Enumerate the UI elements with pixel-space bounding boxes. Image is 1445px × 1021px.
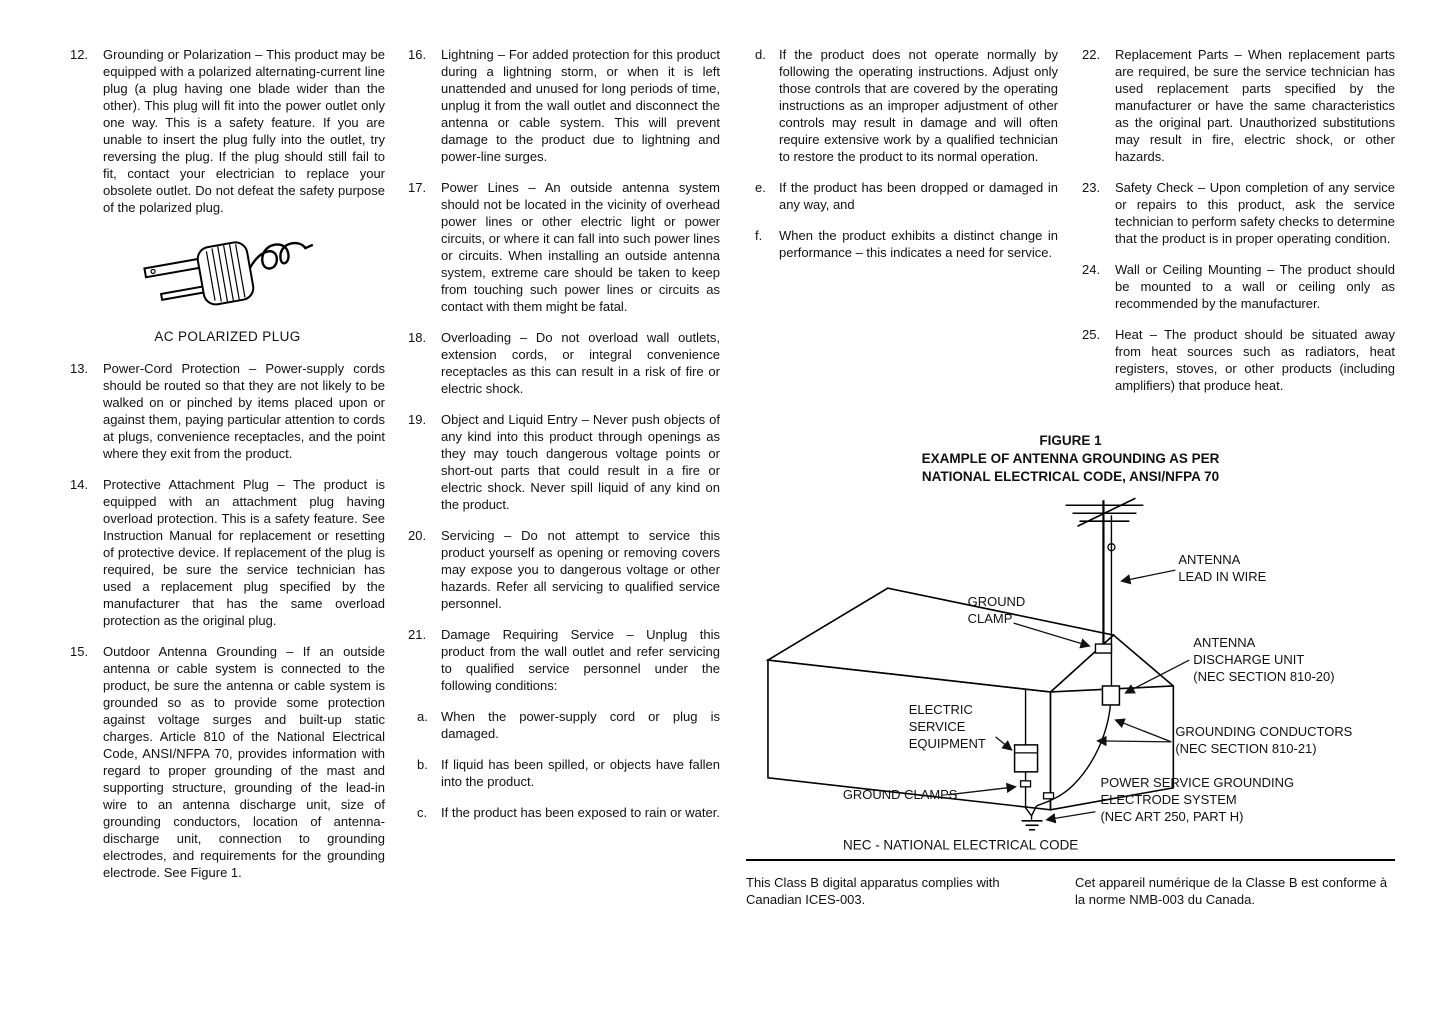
item-number: 23.: [1082, 180, 1101, 195]
safety-item-16: [408, 46, 720, 165]
item-number: 14.: [70, 477, 89, 492]
item-text: Replacement Parts – When replacement parts are required, be sure the service technician has used replacement parts specified by the manufacturer or have the same characteristics as the original part. Unauthorized substitutions may result in fire, electric shock, or other hazards.: [1115, 47, 1395, 164]
item-text: Damage Requiring Service – Unplug this product from the wall outlet and refer servicing to qualified service personnel under the following conditions:: [441, 627, 720, 693]
item-letter: e.: [755, 180, 766, 195]
item-letter: b.: [417, 757, 428, 772]
plug-body: [195, 240, 254, 306]
item-number: 22.: [1082, 47, 1101, 62]
item-number: 21.: [408, 627, 427, 642]
column-1: [70, 46, 385, 1021]
column-2: [408, 46, 720, 1021]
label-conductors-line2: (NEC SECTION 810-21): [1175, 740, 1317, 756]
column-3: [746, 46, 1058, 408]
label-ground-clamp-line1: GROUND: [967, 594, 1026, 610]
ground-clamp-lower-2: [1044, 793, 1054, 799]
item-text: If the product has been exposed to rain or water.: [441, 805, 720, 820]
item-number: 18.: [408, 330, 427, 345]
safety-item-15: [70, 643, 385, 881]
compliance-statements: [746, 874, 1395, 908]
label-discharge-line3: (NEC SECTION 810-20): [1193, 668, 1335, 684]
safety-item-23: [1082, 179, 1395, 247]
safety-item-18: [408, 329, 720, 397]
label-electric-line3: EQUIPMENT: [908, 735, 986, 751]
safety-item-21: [408, 626, 720, 694]
figure1-title-line1: FIGURE 1: [1039, 433, 1102, 448]
label-antenna-lead-line2: LEAD IN WIRE: [1178, 569, 1267, 585]
arrow-lead-in-wire: [1121, 570, 1175, 581]
item-text: Overloading – Do not overload wall outlets, extension cords, or integral convenience receptacles as this can result in a risk of fire or electric shock.: [441, 330, 720, 396]
right-half: [746, 46, 1395, 1021]
item-number: 20.: [408, 528, 427, 543]
divider-rule: [746, 859, 1395, 861]
item-text: If liquid has been spilled, or objects have fallen into the product.: [441, 757, 720, 789]
label-power-service-line2: ELECTRODE SYSTEM: [1100, 791, 1237, 807]
label-discharge-line2: DISCHARGE UNIT: [1193, 652, 1305, 668]
item-text: Wall or Ceiling Mounting – The product should be mounted to a wall or ceiling only as recommended by the manufacturer.: [1115, 262, 1395, 311]
label-ground-clamps: GROUND CLAMPS: [842, 786, 958, 802]
item-text: Servicing – Do not attempt to service this product yourself as opening or removing covers may expose you to dangerous voltage or other hazards. Refer all servicing to qualified service personnel.: [441, 528, 720, 611]
item-number: 13.: [70, 361, 89, 376]
item-number: 24.: [1082, 262, 1101, 277]
item-number: 19.: [408, 412, 427, 427]
item-number: 12.: [70, 47, 89, 62]
ac-plug-figure: [70, 230, 385, 344]
item-letter: c.: [417, 805, 428, 820]
figure-nec-caption: NEC - NATIONAL ELECTRICAL CODE: [843, 837, 1079, 853]
figure1-title: [746, 432, 1395, 486]
plug-narrow-blade: [161, 286, 205, 300]
item-text: Protective Attachment Plug – The product is equipped with an attachment plug having overload protection. This is a safety feature. See Instruction Manual for replacement or resetting of protective device. If replacement of the plug is required, be sure the service technician has used a replacement plug specified by the manufacturer that has the same overload protection as the original plug.: [103, 477, 385, 628]
safety-subitem-c: [408, 804, 720, 821]
label-conductors-line1: GROUNDING CONDUCTORS: [1175, 723, 1353, 739]
safety-item-17: [408, 179, 720, 315]
electric-service-equipment-box: [1015, 745, 1038, 772]
plug-wide-blade: [144, 259, 201, 278]
item-text: Object and Liquid Entry – Never push objects of any kind into this product through openings as they may touch dangerous voltage points or short-out parts that could result in a fire or electric shock. Never spill liquid of any kind on the product.: [441, 412, 720, 512]
safety-item-12: [70, 46, 385, 216]
figure1-title-line3: NATIONAL ELECTRICAL CODE, ANSI/NFPA 70: [921, 469, 1220, 484]
plug-cord: [246, 238, 315, 272]
item-number: 16.: [408, 47, 427, 62]
ground-electrode-symbol: [1022, 821, 1043, 830]
ground-clamp-upper: [1095, 644, 1111, 653]
safety-item-13: [70, 360, 385, 462]
ac-plug-caption: AC POLARIZED PLUG: [154, 329, 301, 344]
label-power-service-line3: (NEC ART 250, PART H): [1100, 808, 1244, 824]
item-text: Outdoor Antenna Grounding – If an outside antenna or cable system is connected to the product, be sure the antenna or cable system is grounded so as to provide some protection against voltage surges and built-up static charges. Article 810 of the National Electrical Code, ANSI/NFPA 70, provides information with regard to proper grounding of the mast and supporting structure, grounding of the lead-in wire to an antenna discharge unit, size of grounding conductors, location of antenna-discharge unit, connection to grounding electrodes, and requirements for the grounding electrode. See Figure 1.: [103, 644, 385, 880]
safety-subitem-f: [746, 227, 1058, 261]
antenna-grounding-diagram: [746, 490, 1395, 855]
safety-subitem-d: [746, 46, 1058, 165]
label-electric-line2: SERVICE: [908, 718, 966, 734]
item-number: 15.: [70, 644, 89, 659]
safety-subitem-e: [746, 179, 1058, 213]
item-text: Heat – The product should be situated away from heat sources such as radiators, heat registers, stoves, or other products (including amplifiers) that produce heat.: [1115, 327, 1395, 393]
right-columns: [746, 46, 1395, 408]
item-text: Safety Check – Upon completion of any service or repairs to this product, ask the service technician to perform safety checks to determine that the product is in proper operating condition.: [1115, 180, 1395, 246]
label-antenna-lead-line1: ANTENNA: [1178, 552, 1241, 568]
compliance-french: Cet appareil numérique de la Classe B est conforme à la norme NMB-003 du Canada.: [1075, 875, 1388, 907]
item-number: 17.: [408, 180, 427, 195]
ground-clamp-lower-1: [1021, 781, 1031, 787]
item-text: Grounding or Polarization – This product may be equipped with a polarized alternating-current line plug (a plug having one blade wider than the other). This plug will fit into the power outlet only one way. This is a safety feature. If you are unable to insert the plug fully into the outlet, try reversing the plug. If the plug should still fail to fit, contact your electrician to replace your obsolete outlet. Do not defeat the safety purpose of the polarized plug.: [103, 47, 385, 215]
safety-item-24: [1082, 261, 1395, 312]
safety-item-22: [1082, 46, 1395, 165]
column-4: [1082, 46, 1395, 408]
safety-item-19: [408, 411, 720, 513]
label-discharge-line1: ANTENNA: [1193, 635, 1256, 651]
antenna-discharge-unit: [1102, 686, 1119, 705]
item-letter: d.: [755, 47, 766, 62]
item-text: If the product has been dropped or damaged in any way, and: [779, 180, 1058, 212]
item-text: Lightning – For added protection for this product during a lightning storm, or when it is left unattended and unused for long periods of time, unplug it from the wall outlet and disconnect the antenna or cable system. This will prevent damage to the product due to lightning and power-line surges.: [441, 47, 720, 164]
safety-item-14: [70, 476, 385, 629]
figure1-title-line2: EXAMPLE OF ANTENNA GROUNDING AS PER: [921, 451, 1220, 466]
ac-plug-illustration: [133, 230, 323, 322]
safety-subitem-a: [408, 708, 720, 742]
label-power-service-line1: POWER SERVICE GROUNDING: [1100, 774, 1295, 790]
safety-subitem-b: [408, 756, 720, 790]
label-ground-clamp-line2: CLAMP: [967, 611, 1013, 627]
item-text: Power-Cord Protection – Power-supply cords should be routed so that they are not likely to be walked on or pinched by items placed upon or against them, paying particular attention to cords at plugs, convenience receptacles, and the point where they exit from the product.: [103, 361, 385, 461]
item-text: Power Lines – An outside antenna system should not be located in the vicinity of overhead power lines or other electric light or power circuits, or where it can fall into such power lines or circuits. When installing an outside antenna system, extreme care should be taken to keep from touching such power lines or circuits as contact with them might be fatal.: [441, 180, 720, 314]
arrow-electrode-system: [1047, 812, 1096, 820]
label-electric-line1: ELECTRIC: [908, 701, 973, 717]
compliance-english: This Class B digital apparatus complies with Canadian ICES-003.: [746, 875, 1000, 907]
item-text: When the power-supply cord or plug is damaged.: [441, 709, 720, 741]
item-letter: a.: [417, 709, 428, 724]
item-letter: f.: [755, 228, 763, 243]
item-text: When the product exhibits a distinct change in performance – this indicates a need for service.: [779, 228, 1058, 260]
safety-item-25: [1082, 326, 1395, 394]
safety-item-20: [408, 527, 720, 612]
item-text: If the product does not operate normally by following the operating instructions. Adjust only those controls that are covered by the operating instructions as an improper adjustment of other controls may result in damage and will often require extensive work by a qualified technician to restore the product to its normal operation.: [779, 47, 1058, 164]
item-number: 25.: [1082, 327, 1101, 342]
